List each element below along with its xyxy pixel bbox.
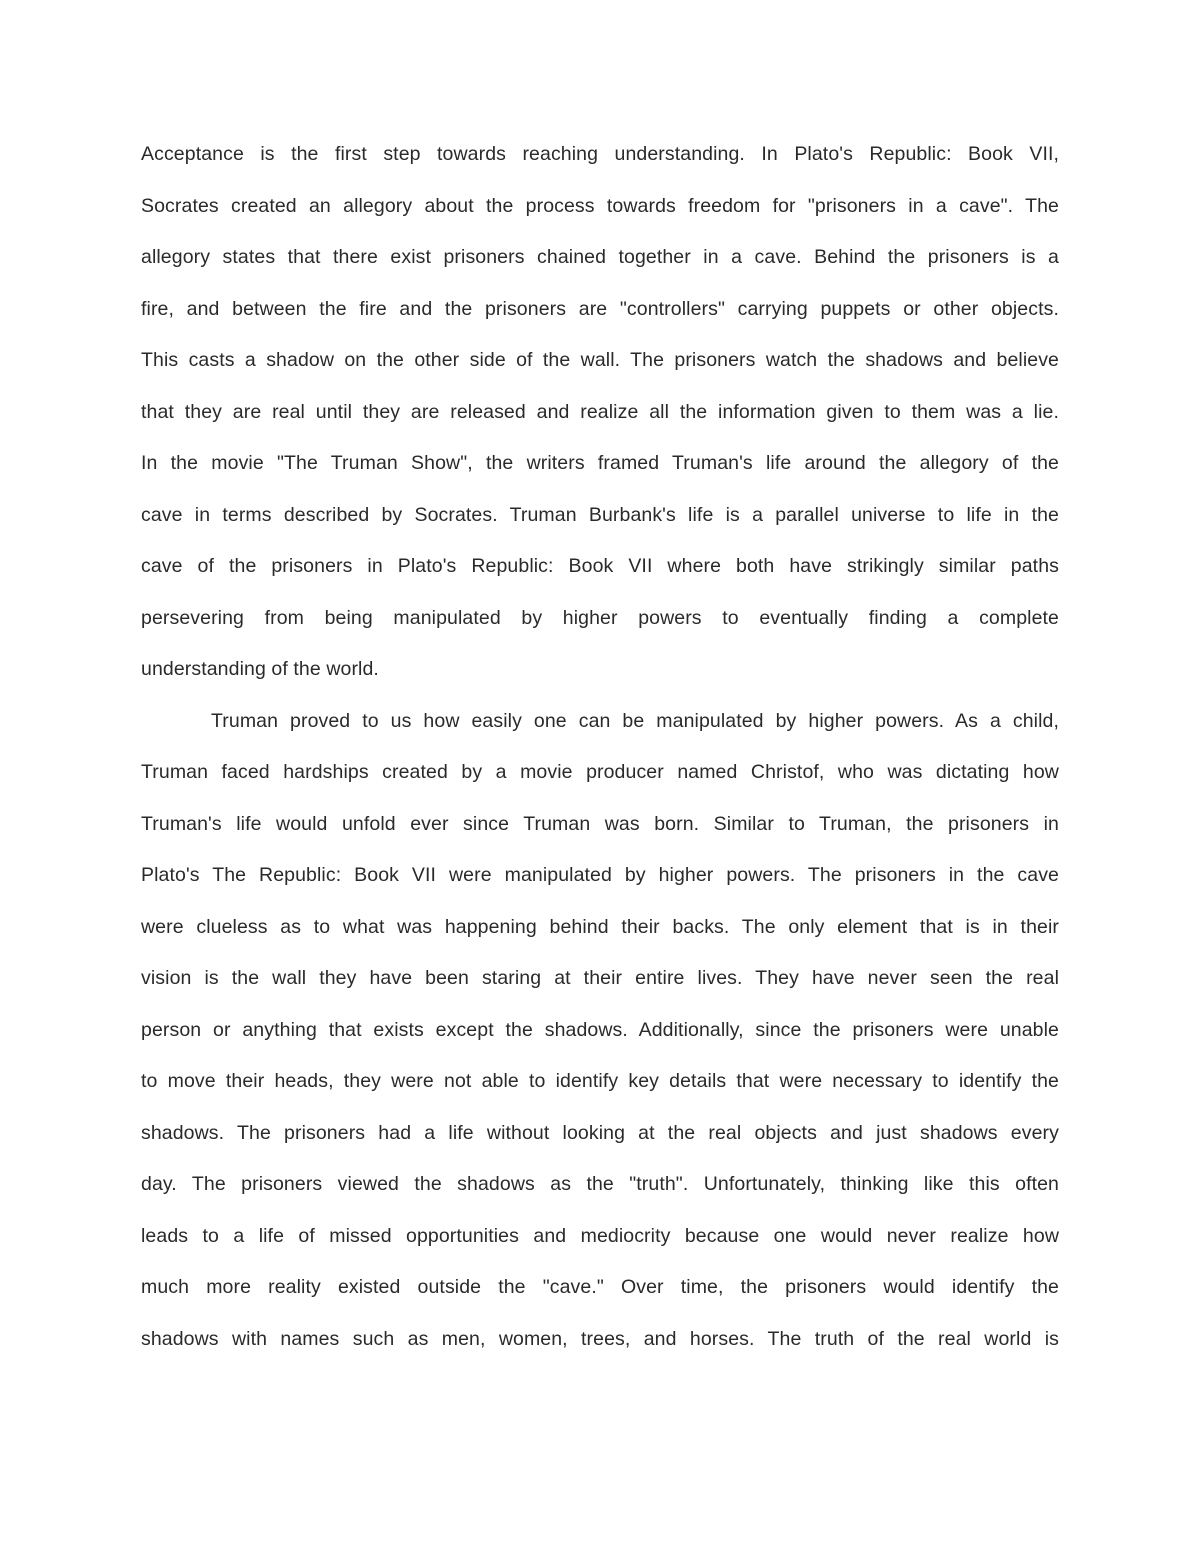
text-line: were clueless as to what was happening behind their backs. The only element that is in their [141, 915, 1059, 938]
text-line: fire, and between the fire and the prisoners are "controllers" carrying puppets or other objects. [141, 297, 1059, 320]
text-line: This casts a shadow on the other side of the wall. The prisoners watch the shadows and believe [141, 349, 1059, 371]
text-line: persevering from being manipulated by higher powers to eventually finding a complete [141, 606, 1059, 629]
paragraph-2 [141, 696, 1059, 1366]
text-line: Truman faced hardships created by a movie producer named Christof, who was dictating how [141, 761, 1059, 783]
text-line: vision is the wall they have been staring at their entire lives. They have never seen the real [141, 967, 1059, 989]
text-line: allegory states that there exist prisoners chained together in a cave. Behind the prisoners is a [141, 246, 1059, 268]
text-line: leads to a life of missed opportunities and mediocrity because one would never realize how [141, 1224, 1059, 1247]
essay-body [141, 129, 1059, 1365]
text-line: Plato's The Republic: Book VII were manipulated by higher powers. The prisoners in the cave [141, 864, 1059, 886]
text-line: In the movie "The Truman Show", the writers framed Truman's life around the allegory of the [141, 452, 1059, 474]
text-line: that they are real until they are released and realize all the information given to them was a lie. [141, 400, 1059, 423]
text-line: day. The prisoners viewed the shadows as the "truth". Unfortunately, thinking like this often [141, 1173, 1059, 1195]
text-line: cave in terms described by Socrates. Truman Burbank's life is a parallel universe to life in the [141, 503, 1059, 526]
text-line: Socrates created an allegory about the process towards freedom for "prisoners in a cave". The [141, 194, 1059, 217]
text-line: cave of the prisoners in Plato's Republic: Book VII where both have strikingly similar paths [141, 555, 1059, 577]
text-line: person or anything that exists except the shadows. Additionally, since the prisoners were unable [141, 1018, 1059, 1041]
text-line: shadows. The prisoners had a life without looking at the real objects and just shadows every [141, 1121, 1059, 1144]
text-line: much more reality existed outside the "cave." Over time, the prisoners would identify the [141, 1276, 1059, 1298]
text-line: Acceptance is the first step towards reaching understanding. In Plato's Republic: Book VII, [141, 143, 1059, 165]
text-line: Truman proved to us how easily one can be manipulated by higher powers. As a child, [211, 709, 1059, 732]
text-line: Truman's life would unfold ever since Truman was born. Similar to Truman, the prisoners in [141, 812, 1059, 835]
paragraph-1 [141, 129, 1059, 696]
text-line: understanding of the world. [141, 658, 379, 680]
text-line: shadows with names such as men, women, trees, and horses. The truth of the real world is [141, 1327, 1059, 1350]
text-line: to move their heads, they were not able to identify key details that were necessary to identify the [141, 1070, 1059, 1092]
